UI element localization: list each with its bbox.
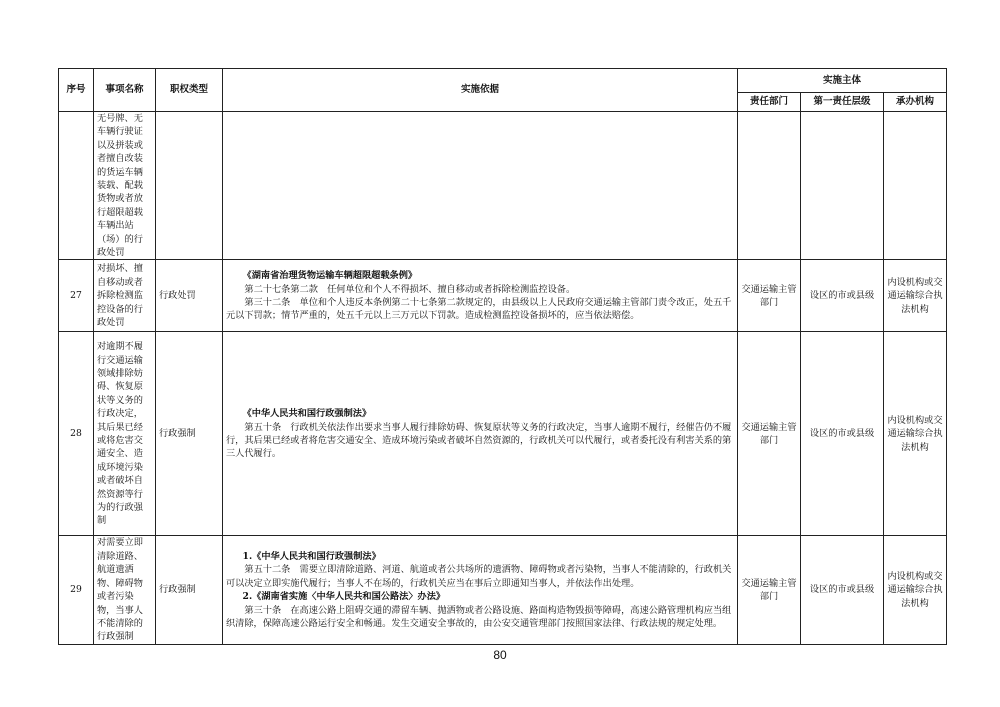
row-seq: 28 — [59, 332, 94, 536]
row-basis — [223, 112, 738, 260]
header-seq: 序号 — [59, 69, 94, 112]
row-power-type: 行政强制 — [156, 536, 223, 644]
row-level: 设区的市或县级 — [801, 536, 884, 644]
law-article: 第二十七条第二款 任何单位和个人不得损坏、擅自移动或者拆除检测监控设备。 — [244, 283, 576, 295]
row-level: 设区的市或县级 — [801, 260, 884, 332]
row-power-type — [156, 112, 223, 260]
table-row — [59, 260, 947, 332]
page-number: 80 — [493, 648, 507, 662]
row-level: 设区的市或县级 — [801, 332, 884, 536]
table-row — [59, 536, 947, 644]
row-dept: 交通运输主管部门 — [738, 536, 801, 644]
law-title: 《湖南省治理货物运输车辆超限超载条例》 — [242, 270, 418, 282]
row-basis — [223, 536, 738, 644]
law-title: 《中华人民共和国行政强制法》 — [242, 408, 372, 420]
administrative-power-table — [58, 68, 947, 645]
header-level: 第一责任层级 — [801, 93, 884, 112]
row-org: 内设机构或交通运输综合执法机构 — [884, 260, 947, 332]
row-org — [884, 112, 947, 260]
header-power-type: 职权类型 — [156, 69, 223, 112]
row-item-name: 对损坏、擅自移动或者拆除检测监控设备的行政处罚 — [94, 260, 156, 332]
row-org: 内设机构或交通运输综合执法机构 — [884, 536, 947, 644]
law-title: 2.《湖南省实施〈中华人民共和国公路法〉办法》 — [242, 591, 446, 603]
row-org: 内设机构或交通运输综合执法机构 — [884, 332, 947, 536]
law-title: 1.《中华人民共和国行政强制法》 — [242, 550, 381, 562]
header-org: 承办机构 — [884, 93, 947, 112]
row-item-name: 无号牌、无车辆行驶证以及拼装或者擅自改装的货运车辆装载、配载货物或者放行超限超载车辆出站（场）的行政处罚 — [94, 112, 156, 260]
law-article: 第五十二条 需要立即清除道路、河道、航道或者公共场所的遗洒物、障碍物或者污染物，当事人不能清除的，行政机关可以决定立即实施代履行；当事人不在场的，行政机关应当在事后立即通知当事人，并依法作出处理。 — [226, 564, 732, 589]
row-seq — [59, 112, 94, 260]
header-dept: 责任部门 — [738, 93, 801, 112]
row-level — [801, 112, 884, 260]
row-seq: 27 — [59, 260, 94, 332]
law-article: 第三十条 在高速公路上阻碍交通的滞留车辆、抛洒物或者公路设施、路面构造物毁损等障碍，高速公路管理机构应当组织清除，保障高速公路运行安全和畅通。发生交通安全事故的，由公安交通管理部门按照国家法律、行政法规的规定处理。 — [226, 604, 732, 629]
row-basis — [223, 260, 738, 332]
row-dept — [738, 112, 801, 260]
law-article: 第五十条 行政机关依法作出要求当事人履行排除妨碍、恢复原状等义务的行政决定，当事人逾期不履行，经催告仍不履行，其后果已经或者将危害交通安全、造成环境污染或者破坏自然资源的，行政机关可以代履行，或者委托没有利害关系的第三人代履行。 — [226, 421, 732, 460]
table-row — [59, 112, 947, 260]
header-subject: 实施主体 — [738, 69, 947, 93]
row-item-name: 对需要立即清除道路、航道遗洒物、障碍物或者污染物，当事人不能清除的行政强制 — [94, 536, 156, 644]
row-seq: 29 — [59, 536, 94, 644]
header-basis: 实施依据 — [223, 69, 738, 112]
header-item-name: 事项名称 — [94, 69, 156, 112]
row-dept: 交通运输主管部门 — [738, 332, 801, 536]
table-row — [59, 332, 947, 536]
row-power-type: 行政处罚 — [156, 260, 223, 332]
row-item-name: 对逾期不履行交通运输领域排除妨碍、恢复原状等义务的行政决定，其后果已经或将危害交通安全、造成环境污染或者破坏自然资源等行为的行政强制 — [94, 332, 156, 536]
row-power-type: 行政强制 — [156, 332, 223, 536]
law-article: 第三十二条 单位和个人违反本条例第二十七条第二款规定的，由县级以上人民政府交通运输主管部门责令改正，处五千元以下罚款；情节严重的，处五千元以上三万元以下罚款。造成检测监控设备损坏的，应当依法赔偿。 — [226, 296, 732, 322]
row-basis — [223, 332, 738, 536]
row-dept: 交通运输主管部门 — [738, 260, 801, 332]
